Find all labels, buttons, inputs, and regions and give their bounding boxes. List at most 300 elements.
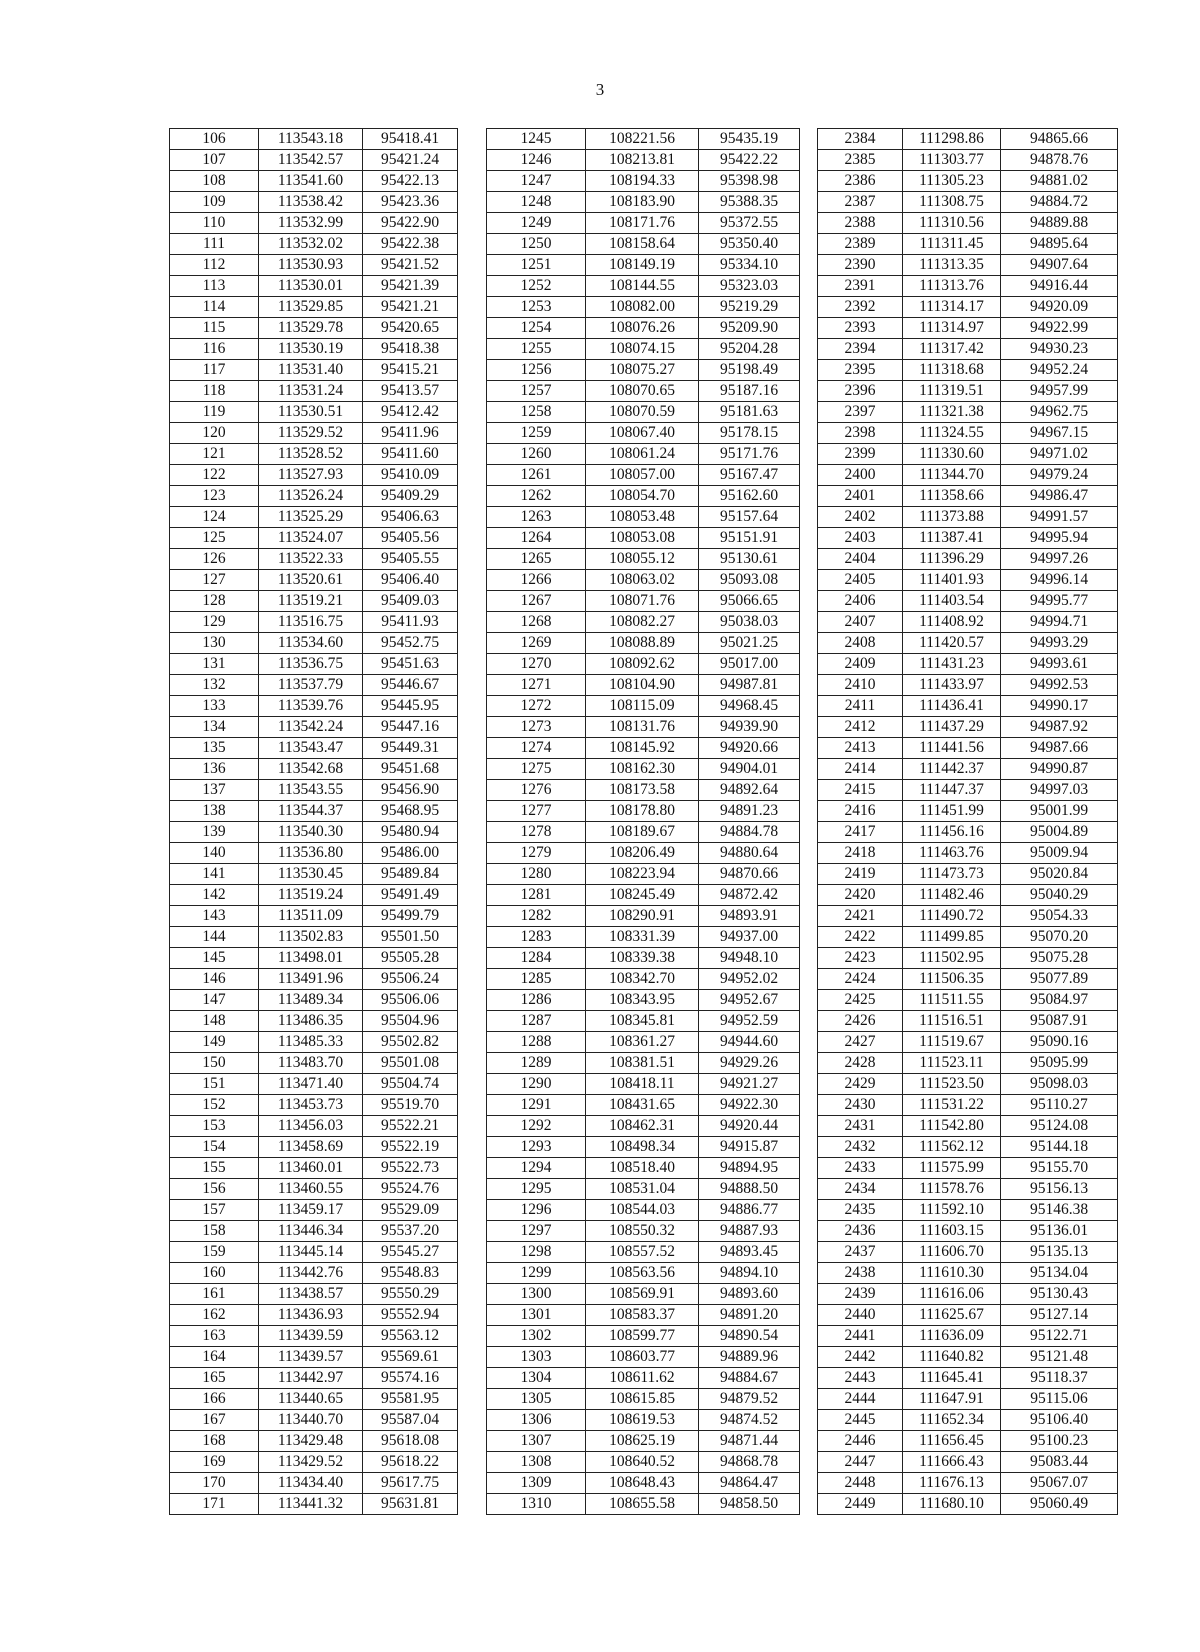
y-coordinate-cell: 95115.06 bbox=[1001, 1389, 1118, 1410]
point-number-cell: 117 bbox=[170, 360, 259, 381]
y-coordinate-cell: 95405.55 bbox=[363, 549, 458, 570]
point-number-cell: 2433 bbox=[818, 1158, 903, 1179]
x-coordinate-cell: 108603.77 bbox=[586, 1347, 699, 1368]
point-number-cell: 1267 bbox=[487, 591, 586, 612]
table-row bbox=[818, 1473, 1118, 1494]
y-coordinate-cell: 94921.27 bbox=[699, 1074, 800, 1095]
x-coordinate-cell: 111456.16 bbox=[903, 822, 1001, 843]
y-coordinate-cell: 95569.61 bbox=[363, 1347, 458, 1368]
y-coordinate-cell: 94892.64 bbox=[699, 780, 800, 801]
x-coordinate-cell: 113526.24 bbox=[259, 486, 363, 507]
table-row bbox=[170, 213, 458, 234]
table-row bbox=[170, 1200, 458, 1221]
table-row bbox=[487, 507, 800, 528]
point-number-cell: 1259 bbox=[487, 423, 586, 444]
point-number-cell: 167 bbox=[170, 1410, 259, 1431]
point-number-cell: 2421 bbox=[818, 906, 903, 927]
x-coordinate-cell: 113543.18 bbox=[259, 129, 363, 150]
point-number-cell: 2405 bbox=[818, 570, 903, 591]
y-coordinate-cell: 95009.94 bbox=[1001, 843, 1118, 864]
y-coordinate-cell: 95422.90 bbox=[363, 213, 458, 234]
table-row bbox=[170, 696, 458, 717]
y-coordinate-cell: 94891.20 bbox=[699, 1305, 800, 1326]
point-number-cell: 2437 bbox=[818, 1242, 903, 1263]
y-coordinate-cell: 95499.79 bbox=[363, 906, 458, 927]
table-row bbox=[487, 1347, 800, 1368]
point-number-cell: 110 bbox=[170, 213, 259, 234]
x-coordinate-cell: 108171.76 bbox=[586, 213, 699, 234]
x-coordinate-cell: 111437.29 bbox=[903, 717, 1001, 738]
table-row bbox=[818, 444, 1118, 465]
table-row bbox=[170, 927, 458, 948]
point-number-cell: 1308 bbox=[487, 1452, 586, 1473]
x-coordinate-cell: 111523.50 bbox=[903, 1074, 1001, 1095]
x-coordinate-cell: 113436.93 bbox=[259, 1305, 363, 1326]
y-coordinate-cell: 94865.66 bbox=[1001, 129, 1118, 150]
point-number-cell: 1305 bbox=[487, 1389, 586, 1410]
x-coordinate-cell: 113532.99 bbox=[259, 213, 363, 234]
point-number-cell: 156 bbox=[170, 1179, 259, 1200]
table-row bbox=[818, 885, 1118, 906]
table-row bbox=[170, 570, 458, 591]
point-number-cell: 1245 bbox=[487, 129, 586, 150]
y-coordinate-cell: 95519.70 bbox=[363, 1095, 458, 1116]
coordinates-table-1 bbox=[169, 128, 458, 1515]
table-row bbox=[487, 465, 800, 486]
table-row bbox=[487, 1242, 800, 1263]
y-coordinate-cell: 95435.19 bbox=[699, 129, 800, 150]
x-coordinate-cell: 113529.52 bbox=[259, 423, 363, 444]
y-coordinate-cell: 95124.08 bbox=[1001, 1116, 1118, 1137]
point-number-cell: 2424 bbox=[818, 969, 903, 990]
y-coordinate-cell: 95411.96 bbox=[363, 423, 458, 444]
x-coordinate-cell: 111652.34 bbox=[903, 1410, 1001, 1431]
x-coordinate-cell: 108178.80 bbox=[586, 801, 699, 822]
x-coordinate-cell: 108115.09 bbox=[586, 696, 699, 717]
x-coordinate-cell: 113489.34 bbox=[259, 990, 363, 1011]
table-row bbox=[170, 486, 458, 507]
point-number-cell: 2441 bbox=[818, 1326, 903, 1347]
table-row bbox=[818, 1389, 1118, 1410]
y-coordinate-cell: 95083.44 bbox=[1001, 1452, 1118, 1473]
y-coordinate-cell: 95187.16 bbox=[699, 381, 800, 402]
x-coordinate-cell: 111645.41 bbox=[903, 1368, 1001, 1389]
point-number-cell: 2428 bbox=[818, 1053, 903, 1074]
point-number-cell: 150 bbox=[170, 1053, 259, 1074]
table-row bbox=[818, 1431, 1118, 1452]
table-row bbox=[487, 738, 800, 759]
y-coordinate-cell: 95323.03 bbox=[699, 276, 800, 297]
point-number-cell: 149 bbox=[170, 1032, 259, 1053]
y-coordinate-cell: 94993.29 bbox=[1001, 633, 1118, 654]
table-row bbox=[487, 717, 800, 738]
y-coordinate-cell: 94987.66 bbox=[1001, 738, 1118, 759]
x-coordinate-cell: 113530.93 bbox=[259, 255, 363, 276]
x-coordinate-cell: 108599.77 bbox=[586, 1326, 699, 1347]
y-coordinate-cell: 95468.95 bbox=[363, 801, 458, 822]
table-row bbox=[818, 1095, 1118, 1116]
point-number-cell: 1293 bbox=[487, 1137, 586, 1158]
table-row bbox=[818, 1347, 1118, 1368]
x-coordinate-cell: 108331.39 bbox=[586, 927, 699, 948]
point-number-cell: 109 bbox=[170, 192, 259, 213]
x-coordinate-cell: 108223.94 bbox=[586, 864, 699, 885]
x-coordinate-cell: 108431.65 bbox=[586, 1095, 699, 1116]
point-number-cell: 160 bbox=[170, 1263, 259, 1284]
x-coordinate-cell: 113519.24 bbox=[259, 885, 363, 906]
y-coordinate-cell: 95122.71 bbox=[1001, 1326, 1118, 1347]
y-coordinate-cell: 95406.63 bbox=[363, 507, 458, 528]
point-number-cell: 2434 bbox=[818, 1179, 903, 1200]
x-coordinate-cell: 113541.60 bbox=[259, 171, 363, 192]
y-coordinate-cell: 95334.10 bbox=[699, 255, 800, 276]
point-number-cell: 111 bbox=[170, 234, 259, 255]
table-row bbox=[170, 1452, 458, 1473]
table-row bbox=[487, 612, 800, 633]
point-number-cell: 2420 bbox=[818, 885, 903, 906]
x-coordinate-cell: 113531.40 bbox=[259, 360, 363, 381]
x-coordinate-cell: 113543.55 bbox=[259, 780, 363, 801]
x-coordinate-cell: 108053.08 bbox=[586, 528, 699, 549]
table-row bbox=[818, 549, 1118, 570]
x-coordinate-cell: 111318.68 bbox=[903, 360, 1001, 381]
table-row bbox=[818, 633, 1118, 654]
table-row bbox=[170, 1221, 458, 1242]
x-coordinate-cell: 113520.61 bbox=[259, 570, 363, 591]
table-row bbox=[487, 360, 800, 381]
table-row bbox=[818, 927, 1118, 948]
x-coordinate-cell: 113522.33 bbox=[259, 549, 363, 570]
table-row bbox=[818, 1116, 1118, 1137]
table-row bbox=[818, 570, 1118, 591]
x-coordinate-cell: 108149.19 bbox=[586, 255, 699, 276]
y-coordinate-cell: 94893.45 bbox=[699, 1242, 800, 1263]
table-row bbox=[170, 780, 458, 801]
table-row bbox=[818, 1242, 1118, 1263]
y-coordinate-cell: 94992.53 bbox=[1001, 675, 1118, 696]
x-coordinate-cell: 111313.76 bbox=[903, 276, 1001, 297]
table-row bbox=[487, 864, 800, 885]
table-row bbox=[818, 1368, 1118, 1389]
x-coordinate-cell: 111676.13 bbox=[903, 1473, 1001, 1494]
x-coordinate-cell: 113530.19 bbox=[259, 339, 363, 360]
y-coordinate-cell: 94930.23 bbox=[1001, 339, 1118, 360]
table-row bbox=[818, 1053, 1118, 1074]
point-number-cell: 1272 bbox=[487, 696, 586, 717]
point-number-cell: 1300 bbox=[487, 1284, 586, 1305]
point-number-cell: 1266 bbox=[487, 570, 586, 591]
x-coordinate-cell: 108655.58 bbox=[586, 1494, 699, 1515]
y-coordinate-cell: 94996.14 bbox=[1001, 570, 1118, 591]
y-coordinate-cell: 94872.42 bbox=[699, 885, 800, 906]
y-coordinate-cell: 95423.36 bbox=[363, 192, 458, 213]
table-row bbox=[487, 654, 800, 675]
table-row bbox=[170, 1473, 458, 1494]
y-coordinate-cell: 95098.03 bbox=[1001, 1074, 1118, 1095]
table-row bbox=[170, 297, 458, 318]
table-row bbox=[170, 1242, 458, 1263]
point-number-cell: 2431 bbox=[818, 1116, 903, 1137]
table-row bbox=[487, 234, 800, 255]
y-coordinate-cell: 95171.76 bbox=[699, 444, 800, 465]
table-row bbox=[487, 318, 800, 339]
table-row bbox=[170, 1410, 458, 1431]
point-number-cell: 2409 bbox=[818, 654, 903, 675]
x-coordinate-cell: 113538.42 bbox=[259, 192, 363, 213]
y-coordinate-cell: 95422.38 bbox=[363, 234, 458, 255]
x-coordinate-cell: 108074.15 bbox=[586, 339, 699, 360]
y-coordinate-cell: 95421.24 bbox=[363, 150, 458, 171]
point-number-cell: 1261 bbox=[487, 465, 586, 486]
x-coordinate-cell: 108221.56 bbox=[586, 129, 699, 150]
table-row bbox=[487, 822, 800, 843]
table-row bbox=[818, 276, 1118, 297]
point-number-cell: 2440 bbox=[818, 1305, 903, 1326]
table-row bbox=[170, 1158, 458, 1179]
x-coordinate-cell: 111420.57 bbox=[903, 633, 1001, 654]
point-number-cell: 1274 bbox=[487, 738, 586, 759]
point-number-cell: 1286 bbox=[487, 990, 586, 1011]
table-row bbox=[487, 696, 800, 717]
x-coordinate-cell: 111575.99 bbox=[903, 1158, 1001, 1179]
point-number-cell: 2401 bbox=[818, 486, 903, 507]
y-coordinate-cell: 94894.10 bbox=[699, 1263, 800, 1284]
x-coordinate-cell: 108054.70 bbox=[586, 486, 699, 507]
y-coordinate-cell: 94944.60 bbox=[699, 1032, 800, 1053]
x-coordinate-cell: 108418.11 bbox=[586, 1074, 699, 1095]
table-row bbox=[170, 1011, 458, 1032]
table-row bbox=[818, 255, 1118, 276]
y-coordinate-cell: 95420.65 bbox=[363, 318, 458, 339]
y-coordinate-cell: 94889.88 bbox=[1001, 213, 1118, 234]
y-coordinate-cell: 94979.24 bbox=[1001, 465, 1118, 486]
y-coordinate-cell: 95038.03 bbox=[699, 612, 800, 633]
point-number-cell: 1255 bbox=[487, 339, 586, 360]
table-row bbox=[818, 1263, 1118, 1284]
table-row bbox=[487, 444, 800, 465]
y-coordinate-cell: 95136.01 bbox=[1001, 1221, 1118, 1242]
x-coordinate-cell: 111482.46 bbox=[903, 885, 1001, 906]
y-coordinate-cell: 95110.27 bbox=[1001, 1095, 1118, 1116]
table-row bbox=[487, 402, 800, 423]
point-number-cell: 2402 bbox=[818, 507, 903, 528]
table-row bbox=[818, 738, 1118, 759]
point-number-cell: 2404 bbox=[818, 549, 903, 570]
x-coordinate-cell: 113530.01 bbox=[259, 276, 363, 297]
x-coordinate-cell: 111502.95 bbox=[903, 948, 1001, 969]
table-row bbox=[170, 360, 458, 381]
y-coordinate-cell: 95067.07 bbox=[1001, 1473, 1118, 1494]
y-coordinate-cell: 95087.91 bbox=[1001, 1011, 1118, 1032]
y-coordinate-cell: 94937.00 bbox=[699, 927, 800, 948]
point-number-cell: 2427 bbox=[818, 1032, 903, 1053]
y-coordinate-cell: 95449.31 bbox=[363, 738, 458, 759]
y-coordinate-cell: 95506.24 bbox=[363, 969, 458, 990]
point-number-cell: 146 bbox=[170, 969, 259, 990]
table-row bbox=[487, 885, 800, 906]
table-row bbox=[487, 633, 800, 654]
table-row bbox=[487, 1431, 800, 1452]
point-number-cell: 1247 bbox=[487, 171, 586, 192]
y-coordinate-cell: 95529.09 bbox=[363, 1200, 458, 1221]
point-number-cell: 140 bbox=[170, 843, 259, 864]
point-number-cell: 2385 bbox=[818, 150, 903, 171]
y-coordinate-cell: 95121.48 bbox=[1001, 1347, 1118, 1368]
table-row bbox=[170, 255, 458, 276]
x-coordinate-cell: 113540.30 bbox=[259, 822, 363, 843]
point-number-cell: 134 bbox=[170, 717, 259, 738]
table-row bbox=[487, 150, 800, 171]
x-coordinate-cell: 108055.12 bbox=[586, 549, 699, 570]
table-row bbox=[818, 381, 1118, 402]
table-row bbox=[487, 1116, 800, 1137]
y-coordinate-cell: 95421.52 bbox=[363, 255, 458, 276]
y-coordinate-cell: 95093.08 bbox=[699, 570, 800, 591]
table-row bbox=[818, 948, 1118, 969]
x-coordinate-cell: 113542.24 bbox=[259, 717, 363, 738]
x-coordinate-cell: 113439.59 bbox=[259, 1326, 363, 1347]
point-number-cell: 143 bbox=[170, 906, 259, 927]
table-row bbox=[818, 360, 1118, 381]
x-coordinate-cell: 111310.56 bbox=[903, 213, 1001, 234]
table-row bbox=[170, 444, 458, 465]
x-coordinate-cell: 108194.33 bbox=[586, 171, 699, 192]
y-coordinate-cell: 95146.38 bbox=[1001, 1200, 1118, 1221]
point-number-cell: 137 bbox=[170, 780, 259, 801]
y-coordinate-cell: 95545.27 bbox=[363, 1242, 458, 1263]
x-coordinate-cell: 111314.17 bbox=[903, 297, 1001, 318]
x-coordinate-cell: 113498.01 bbox=[259, 948, 363, 969]
point-number-cell: 126 bbox=[170, 549, 259, 570]
point-number-cell: 2439 bbox=[818, 1284, 903, 1305]
y-coordinate-cell: 94962.75 bbox=[1001, 402, 1118, 423]
x-coordinate-cell: 111603.15 bbox=[903, 1221, 1001, 1242]
table-row bbox=[818, 822, 1118, 843]
x-coordinate-cell: 113542.68 bbox=[259, 759, 363, 780]
y-coordinate-cell: 95219.29 bbox=[699, 297, 800, 318]
y-coordinate-cell: 95077.89 bbox=[1001, 969, 1118, 990]
point-number-cell: 119 bbox=[170, 402, 259, 423]
x-coordinate-cell: 111305.23 bbox=[903, 171, 1001, 192]
point-number-cell: 2408 bbox=[818, 633, 903, 654]
table-row bbox=[170, 612, 458, 633]
table-row bbox=[487, 675, 800, 696]
x-coordinate-cell: 108070.65 bbox=[586, 381, 699, 402]
y-coordinate-cell: 94878.76 bbox=[1001, 150, 1118, 171]
table-row bbox=[170, 1284, 458, 1305]
table-row bbox=[170, 1053, 458, 1074]
y-coordinate-cell: 95075.28 bbox=[1001, 948, 1118, 969]
x-coordinate-cell: 108569.91 bbox=[586, 1284, 699, 1305]
point-number-cell: 1307 bbox=[487, 1431, 586, 1452]
x-coordinate-cell: 111387.41 bbox=[903, 528, 1001, 549]
point-number-cell: 151 bbox=[170, 1074, 259, 1095]
point-number-cell: 2389 bbox=[818, 234, 903, 255]
y-coordinate-cell: 95157.64 bbox=[699, 507, 800, 528]
point-number-cell: 2394 bbox=[818, 339, 903, 360]
table-row bbox=[487, 549, 800, 570]
point-number-cell: 112 bbox=[170, 255, 259, 276]
point-number-cell: 161 bbox=[170, 1284, 259, 1305]
x-coordinate-cell: 113439.57 bbox=[259, 1347, 363, 1368]
x-coordinate-cell: 108131.76 bbox=[586, 717, 699, 738]
y-coordinate-cell: 95155.70 bbox=[1001, 1158, 1118, 1179]
x-coordinate-cell: 111499.85 bbox=[903, 927, 1001, 948]
x-coordinate-cell: 111441.56 bbox=[903, 738, 1001, 759]
point-number-cell: 1257 bbox=[487, 381, 586, 402]
x-coordinate-cell: 111490.72 bbox=[903, 906, 1001, 927]
page-number: 3 bbox=[595, 80, 605, 99]
table-row bbox=[818, 1200, 1118, 1221]
y-coordinate-cell: 94884.72 bbox=[1001, 192, 1118, 213]
table-row bbox=[487, 591, 800, 612]
table-row bbox=[818, 1032, 1118, 1053]
table-row bbox=[818, 801, 1118, 822]
y-coordinate-cell: 95501.08 bbox=[363, 1053, 458, 1074]
x-coordinate-cell: 113429.52 bbox=[259, 1452, 363, 1473]
point-number-cell: 164 bbox=[170, 1347, 259, 1368]
x-coordinate-cell: 108343.95 bbox=[586, 990, 699, 1011]
point-number-cell: 159 bbox=[170, 1242, 259, 1263]
x-coordinate-cell: 108615.85 bbox=[586, 1389, 699, 1410]
x-coordinate-cell: 111308.75 bbox=[903, 192, 1001, 213]
point-number-cell: 107 bbox=[170, 150, 259, 171]
point-number-cell: 129 bbox=[170, 612, 259, 633]
y-coordinate-cell: 94995.77 bbox=[1001, 591, 1118, 612]
table-row bbox=[818, 675, 1118, 696]
y-coordinate-cell: 95411.93 bbox=[363, 612, 458, 633]
table-row bbox=[818, 234, 1118, 255]
point-number-cell: 2413 bbox=[818, 738, 903, 759]
x-coordinate-cell: 111433.97 bbox=[903, 675, 1001, 696]
point-number-cell: 132 bbox=[170, 675, 259, 696]
x-coordinate-cell: 113440.70 bbox=[259, 1410, 363, 1431]
table-row bbox=[818, 213, 1118, 234]
table-row bbox=[170, 1095, 458, 1116]
y-coordinate-cell: 94893.91 bbox=[699, 906, 800, 927]
y-coordinate-cell: 95060.49 bbox=[1001, 1494, 1118, 1515]
point-number-cell: 2445 bbox=[818, 1410, 903, 1431]
table-row bbox=[487, 759, 800, 780]
point-number-cell: 114 bbox=[170, 297, 259, 318]
point-number-cell: 2435 bbox=[818, 1200, 903, 1221]
coordinates-table-2 bbox=[486, 128, 800, 1515]
coordinates-table-3 bbox=[817, 128, 1118, 1515]
x-coordinate-cell: 108076.26 bbox=[586, 318, 699, 339]
table-row bbox=[170, 1263, 458, 1284]
point-number-cell: 2396 bbox=[818, 381, 903, 402]
y-coordinate-cell: 95144.18 bbox=[1001, 1137, 1118, 1158]
y-coordinate-cell: 95070.20 bbox=[1001, 927, 1118, 948]
x-coordinate-cell: 113524.07 bbox=[259, 528, 363, 549]
point-number-cell: 2412 bbox=[818, 717, 903, 738]
table-row bbox=[170, 738, 458, 759]
x-coordinate-cell: 108648.43 bbox=[586, 1473, 699, 1494]
y-coordinate-cell: 95415.21 bbox=[363, 360, 458, 381]
x-coordinate-cell: 111358.66 bbox=[903, 486, 1001, 507]
table-row bbox=[487, 1074, 800, 1095]
table-row bbox=[170, 1431, 458, 1452]
x-coordinate-cell: 108067.40 bbox=[586, 423, 699, 444]
y-coordinate-cell: 95162.60 bbox=[699, 486, 800, 507]
y-coordinate-cell: 95181.63 bbox=[699, 402, 800, 423]
y-coordinate-cell: 95537.20 bbox=[363, 1221, 458, 1242]
point-number-cell: 1297 bbox=[487, 1221, 586, 1242]
y-coordinate-cell: 95522.19 bbox=[363, 1137, 458, 1158]
y-coordinate-cell: 95130.43 bbox=[1001, 1284, 1118, 1305]
x-coordinate-cell: 113519.21 bbox=[259, 591, 363, 612]
y-coordinate-cell: 95504.96 bbox=[363, 1011, 458, 1032]
